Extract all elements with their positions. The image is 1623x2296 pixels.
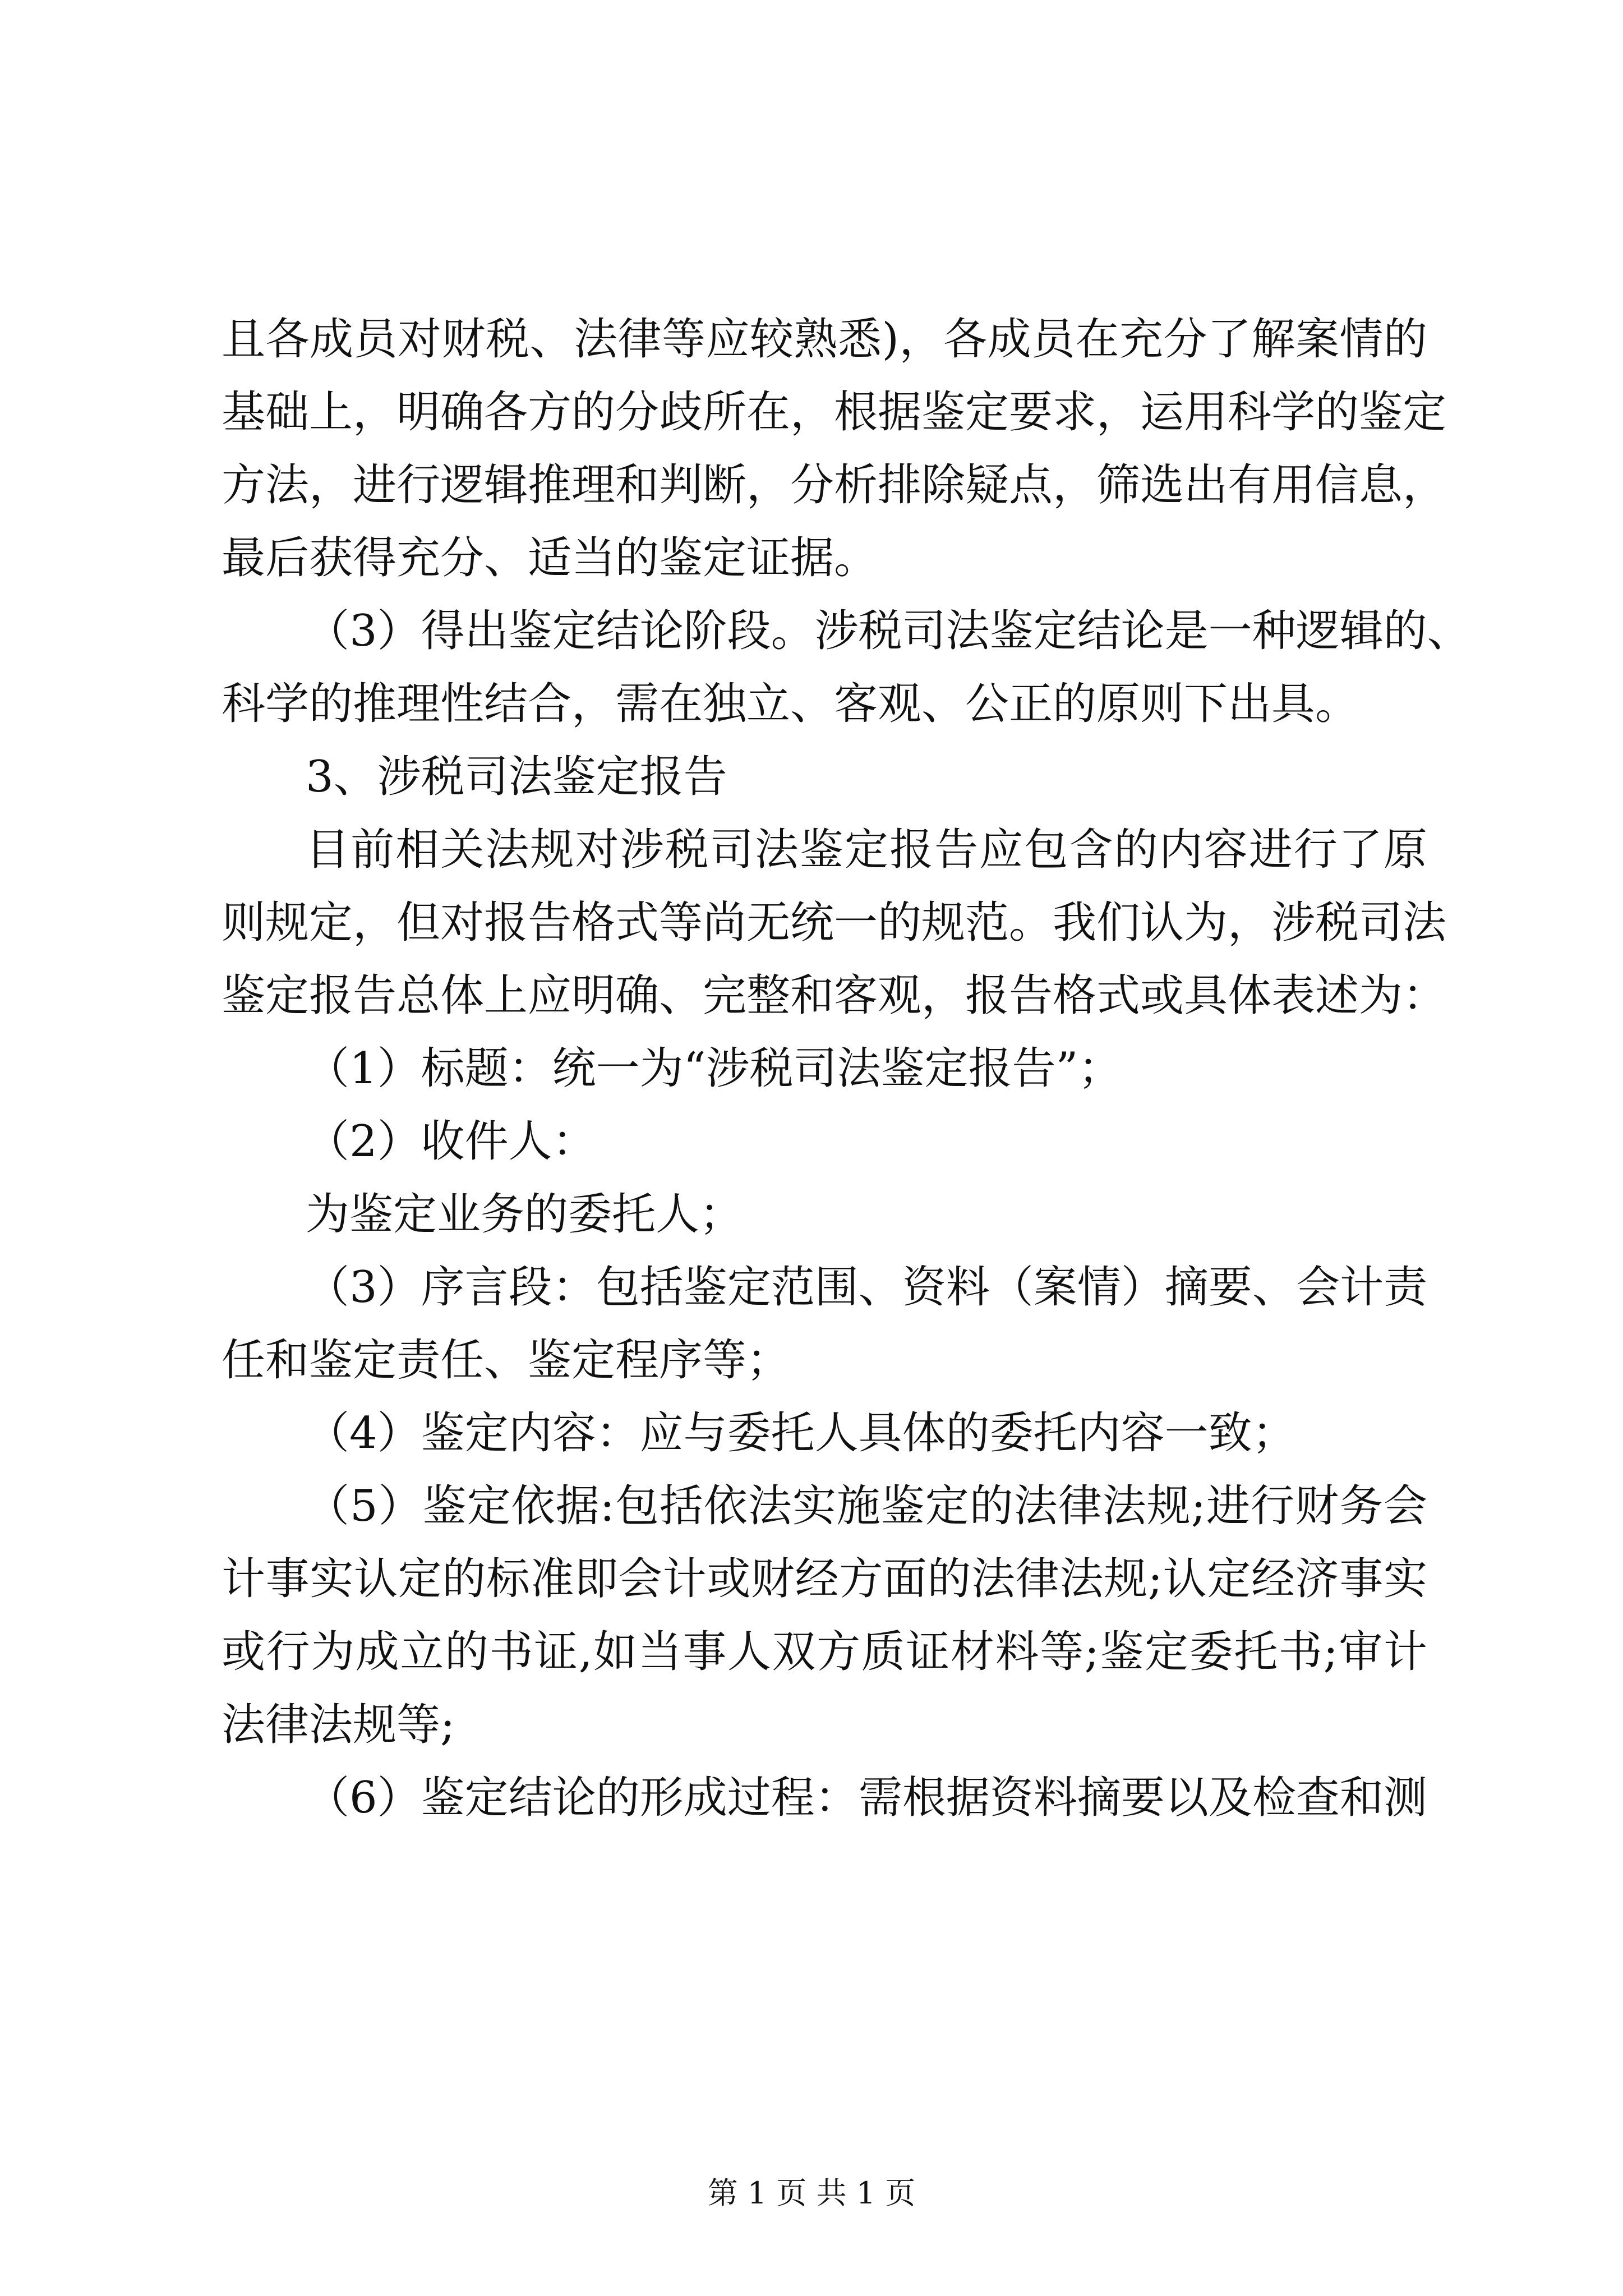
paragraph-line: 鉴定报告总体上应明确、完整和客观，报告格式或具体表述为： bbox=[222, 970, 1447, 1021]
paragraph-line: 最后获得充分、适当的鉴定证据。 bbox=[222, 533, 878, 583]
paragraph-line: （3）序言段：包括鉴定范围、资料（案情）摘要、会计责 bbox=[306, 1262, 1427, 1313]
paragraph-line: （5）鉴定依据:包括依法实施鉴定的法律法规;进行财务会 bbox=[306, 1481, 1427, 1531]
paragraph-line: 科学的推理性结合，需在独立、客观、公正的原则下出具。 bbox=[222, 679, 1359, 729]
paragraph-line: （4）鉴定内容：应与委托人具体的委托内容一致； bbox=[306, 1408, 1296, 1458]
paragraph-line: （3）得出鉴定结论阶段。涉税司法鉴定结论是一种逻辑的、 bbox=[306, 606, 1471, 656]
paragraph-line: 目前相关法规对涉税司法鉴定报告应包含的内容进行了原 bbox=[306, 825, 1427, 875]
paragraph-line: 方法，进行逻辑推理和判断，分析排除疑点，筛选出有用信息， bbox=[222, 460, 1447, 510]
paragraph-line: 基础上，明确各方的分歧所在，根据鉴定要求，运用科学的鉴定 bbox=[222, 387, 1447, 438]
paragraph-line: 为鉴定业务的委托人； bbox=[306, 1189, 744, 1240]
paragraph-line: 任和鉴定责任、鉴定程序等； bbox=[222, 1335, 791, 1386]
paragraph-line: 法律法规等; bbox=[222, 1700, 455, 1750]
paragraph-line: （6）鉴定结论的形成过程：需根据资料摘要以及检查和测 bbox=[306, 1773, 1427, 1823]
paragraph-line: 且各成员对财税、法律等应较熟悉)，各成员在充分了解案情的 bbox=[222, 314, 1427, 365]
paragraph-line: 则规定，但对报告格式等尚无统一的规范。我们认为，涉税司法 bbox=[222, 898, 1447, 948]
paragraph-line: （1）标题：统一为“涉税司法鉴定报告”； bbox=[306, 1043, 1122, 1094]
paragraph-line: （2）收件人： bbox=[306, 1116, 596, 1167]
paragraph-line: 或行为成立的书证,如当事人双方质证材料等;鉴定委托书;审计 bbox=[222, 1627, 1427, 1677]
page-footer: 第 1 页 共 1 页 bbox=[707, 2175, 916, 2211]
section-heading: 3、涉税司法鉴定报告 bbox=[306, 752, 727, 802]
paragraph-line: 计事实认定的标准即会计或财经方面的法律法规;认定经济事实 bbox=[222, 1554, 1427, 1604]
